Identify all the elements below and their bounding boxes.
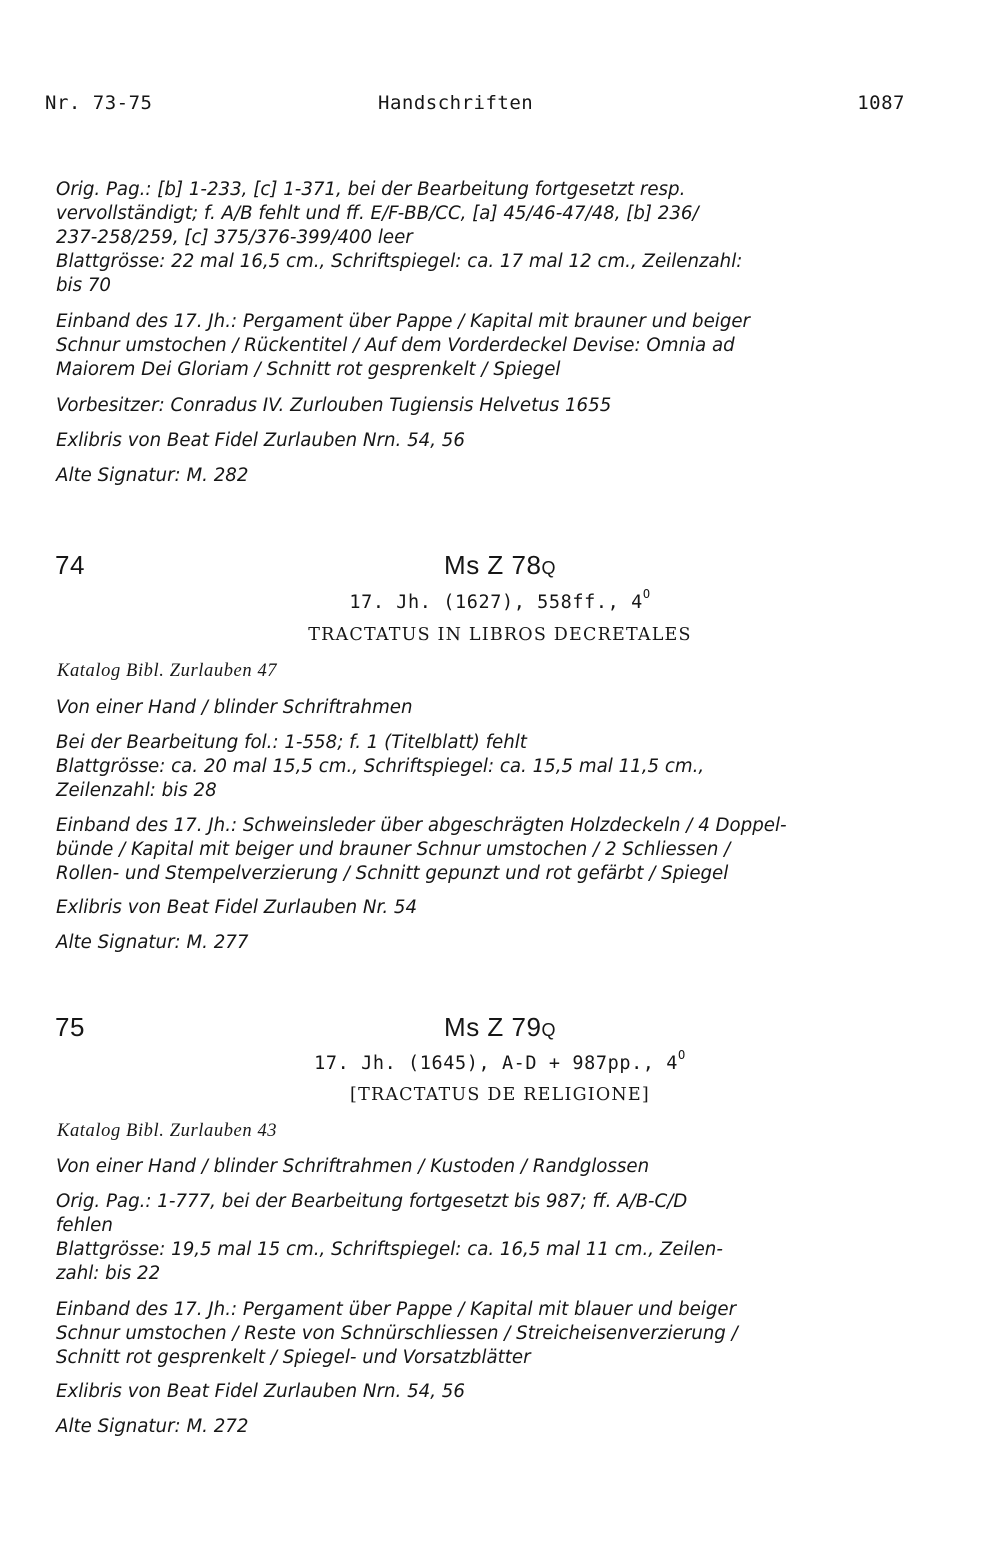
entry73-provenance xyxy=(56,394,936,418)
entry75-hands xyxy=(56,1155,936,1179)
text-line: Einband des 17. Jh.: Schweinsleder über abgeschrägten Holzdeckeln / 4 Doppel- xyxy=(56,815,787,836)
entry-number: 75 xyxy=(55,1012,85,1042)
text-line: Alte Signatur: M. 277 xyxy=(56,932,249,953)
text-line: Von einer Hand / blinder Schriftrahmen / Kustoden / Randglossen xyxy=(56,1156,650,1177)
shelfmark-text: Ms Z 79 xyxy=(444,1012,542,1042)
catalog-reference: Katalog Bibl. Zurlauben 47 xyxy=(57,661,278,681)
catalog-reference: Katalog Bibl. Zurlauben 43 xyxy=(57,1121,278,1141)
format-superscript: O xyxy=(642,587,651,601)
shelfmark xyxy=(300,550,700,581)
header-entry-range: Nr. 73-75 xyxy=(45,92,153,114)
entry74-binding xyxy=(56,814,936,886)
text-line: Von einer Hand / blinder Schriftrahmen xyxy=(56,697,413,718)
text-line: Alte Signatur: M. 272 xyxy=(56,1416,249,1437)
text-line: Zeilenzahl: bis 28 xyxy=(56,780,217,801)
entry74-old-signature xyxy=(56,931,936,955)
text-line: Exlibris von Beat Fidel Zurlauben Nrn. 54, 56 xyxy=(56,430,465,451)
entry75-binding xyxy=(56,1298,936,1370)
entry75-old-signature xyxy=(56,1415,936,1439)
text-line: Orig. Pag.: 1-777, bei der Bearbeitung fortgesetzt bis 987; ff. A/B-C/D xyxy=(56,1191,688,1212)
format-superscript: O xyxy=(678,1048,686,1062)
entry-title: TRACTATUS IN LIBROS DECRETALES xyxy=(308,625,692,645)
text-line: Schnitt rot gesprenkelt / Spiegel- und Vorsatzblätter xyxy=(56,1347,531,1368)
entry74-hands xyxy=(56,696,936,720)
text-line: bünde / Kapital mit beiger und brauner Schnur umstochen / 2 Schliessen / xyxy=(56,839,731,860)
entry73-binding xyxy=(56,310,936,382)
text-line: fehlen xyxy=(56,1215,113,1236)
text-line: Einband des 17. Jh.: Pergament über Pappe / Kapital mit brauner und beiger xyxy=(56,311,751,332)
header-section-title: Handschriften xyxy=(378,92,534,114)
text-line: Schnur umstochen / Reste von Schnürschliessen / Streicheisenverzierung / xyxy=(56,1323,738,1344)
text-line: bis 70 xyxy=(56,275,111,296)
entry73-exlibris xyxy=(56,429,936,453)
entry75-exlibris xyxy=(56,1380,936,1404)
text-line: Vorbesitzer: Conradus IV. Zurlouben Tugiensis Helvetus 1655 xyxy=(56,395,612,416)
text-line: 237-258/259, [c] 375/376-399/400 leer xyxy=(56,227,413,248)
meta-text: 17. Jh. (1645), A-D + 987pp., 4 xyxy=(314,1053,679,1075)
page-header xyxy=(45,92,905,120)
entry75-pagination xyxy=(56,1190,936,1286)
shelfmark-text: Ms Z 78 xyxy=(444,550,542,580)
text-line: Exlibris von Beat Fidel Zurlauben Nr. 54 xyxy=(56,897,418,918)
entry-meta xyxy=(150,587,850,614)
text-line: Einband des 17. Jh.: Pergament über Pappe / Kapital mit blauer und beiger xyxy=(56,1299,737,1320)
text-line: Schnur umstochen / Rückentitel / Auf dem Vorderdeckel Devise: Omnia ad xyxy=(56,335,735,356)
text-line: Maiorem Dei Gloriam / Schnitt rot gesprenkelt / Spiegel xyxy=(56,359,561,380)
shelfmark xyxy=(300,1012,700,1043)
entry73-old-signature xyxy=(56,464,936,488)
entry74-exlibris xyxy=(56,896,936,920)
text-line: Rollen- und Stempelverzierung / Schnitt gepunzt und rot gefärbt / Spiegel xyxy=(56,863,729,884)
text-line: Blattgrösse: 19,5 mal 15 cm., Schriftspiegel: ca. 16,5 mal 11 cm., Zeilen- xyxy=(56,1239,723,1260)
text-line: Exlibris von Beat Fidel Zurlauben Nrn. 54, 56 xyxy=(56,1381,465,1402)
meta-text: 17. Jh. (1627), 558ff., 4 xyxy=(349,592,643,614)
text-line: Blattgrösse: 22 mal 16,5 cm., Schriftspiegel: ca. 17 mal 12 cm., Zeilenzahl: xyxy=(56,251,743,272)
text-line: vervollständigt; f. A/B fehlt und ff. E/F-BB/CC, [a] 45/46-47/48, [b] 236/ xyxy=(56,203,699,224)
entry-title: [TRACTATUS DE RELIGIONE] xyxy=(350,1085,650,1105)
text-line: Alte Signatur: M. 282 xyxy=(56,465,249,486)
page-number: 1087 xyxy=(857,92,905,114)
entry73-pagination xyxy=(56,178,936,298)
text-line: Blattgrösse: ca. 20 mal 15,5 cm., Schriftspiegel: ca. 15,5 mal 11,5 cm., xyxy=(56,756,705,777)
entry74-pagination xyxy=(56,731,936,803)
text-line: Orig. Pag.: [b] 1-233, [c] 1-371, bei der Bearbeitung fortgesetzt resp. xyxy=(56,179,686,200)
shelfmark-suffix: Q xyxy=(541,558,556,578)
shelfmark-suffix: Q xyxy=(541,1020,556,1040)
entry-meta xyxy=(150,1048,850,1075)
text-line: zahl: bis 22 xyxy=(56,1263,161,1284)
text-line: Bei der Bearbeitung fol.: 1-558; f. 1 (Titelblatt) fehlt xyxy=(56,732,527,753)
entry-number: 74 xyxy=(55,550,85,580)
